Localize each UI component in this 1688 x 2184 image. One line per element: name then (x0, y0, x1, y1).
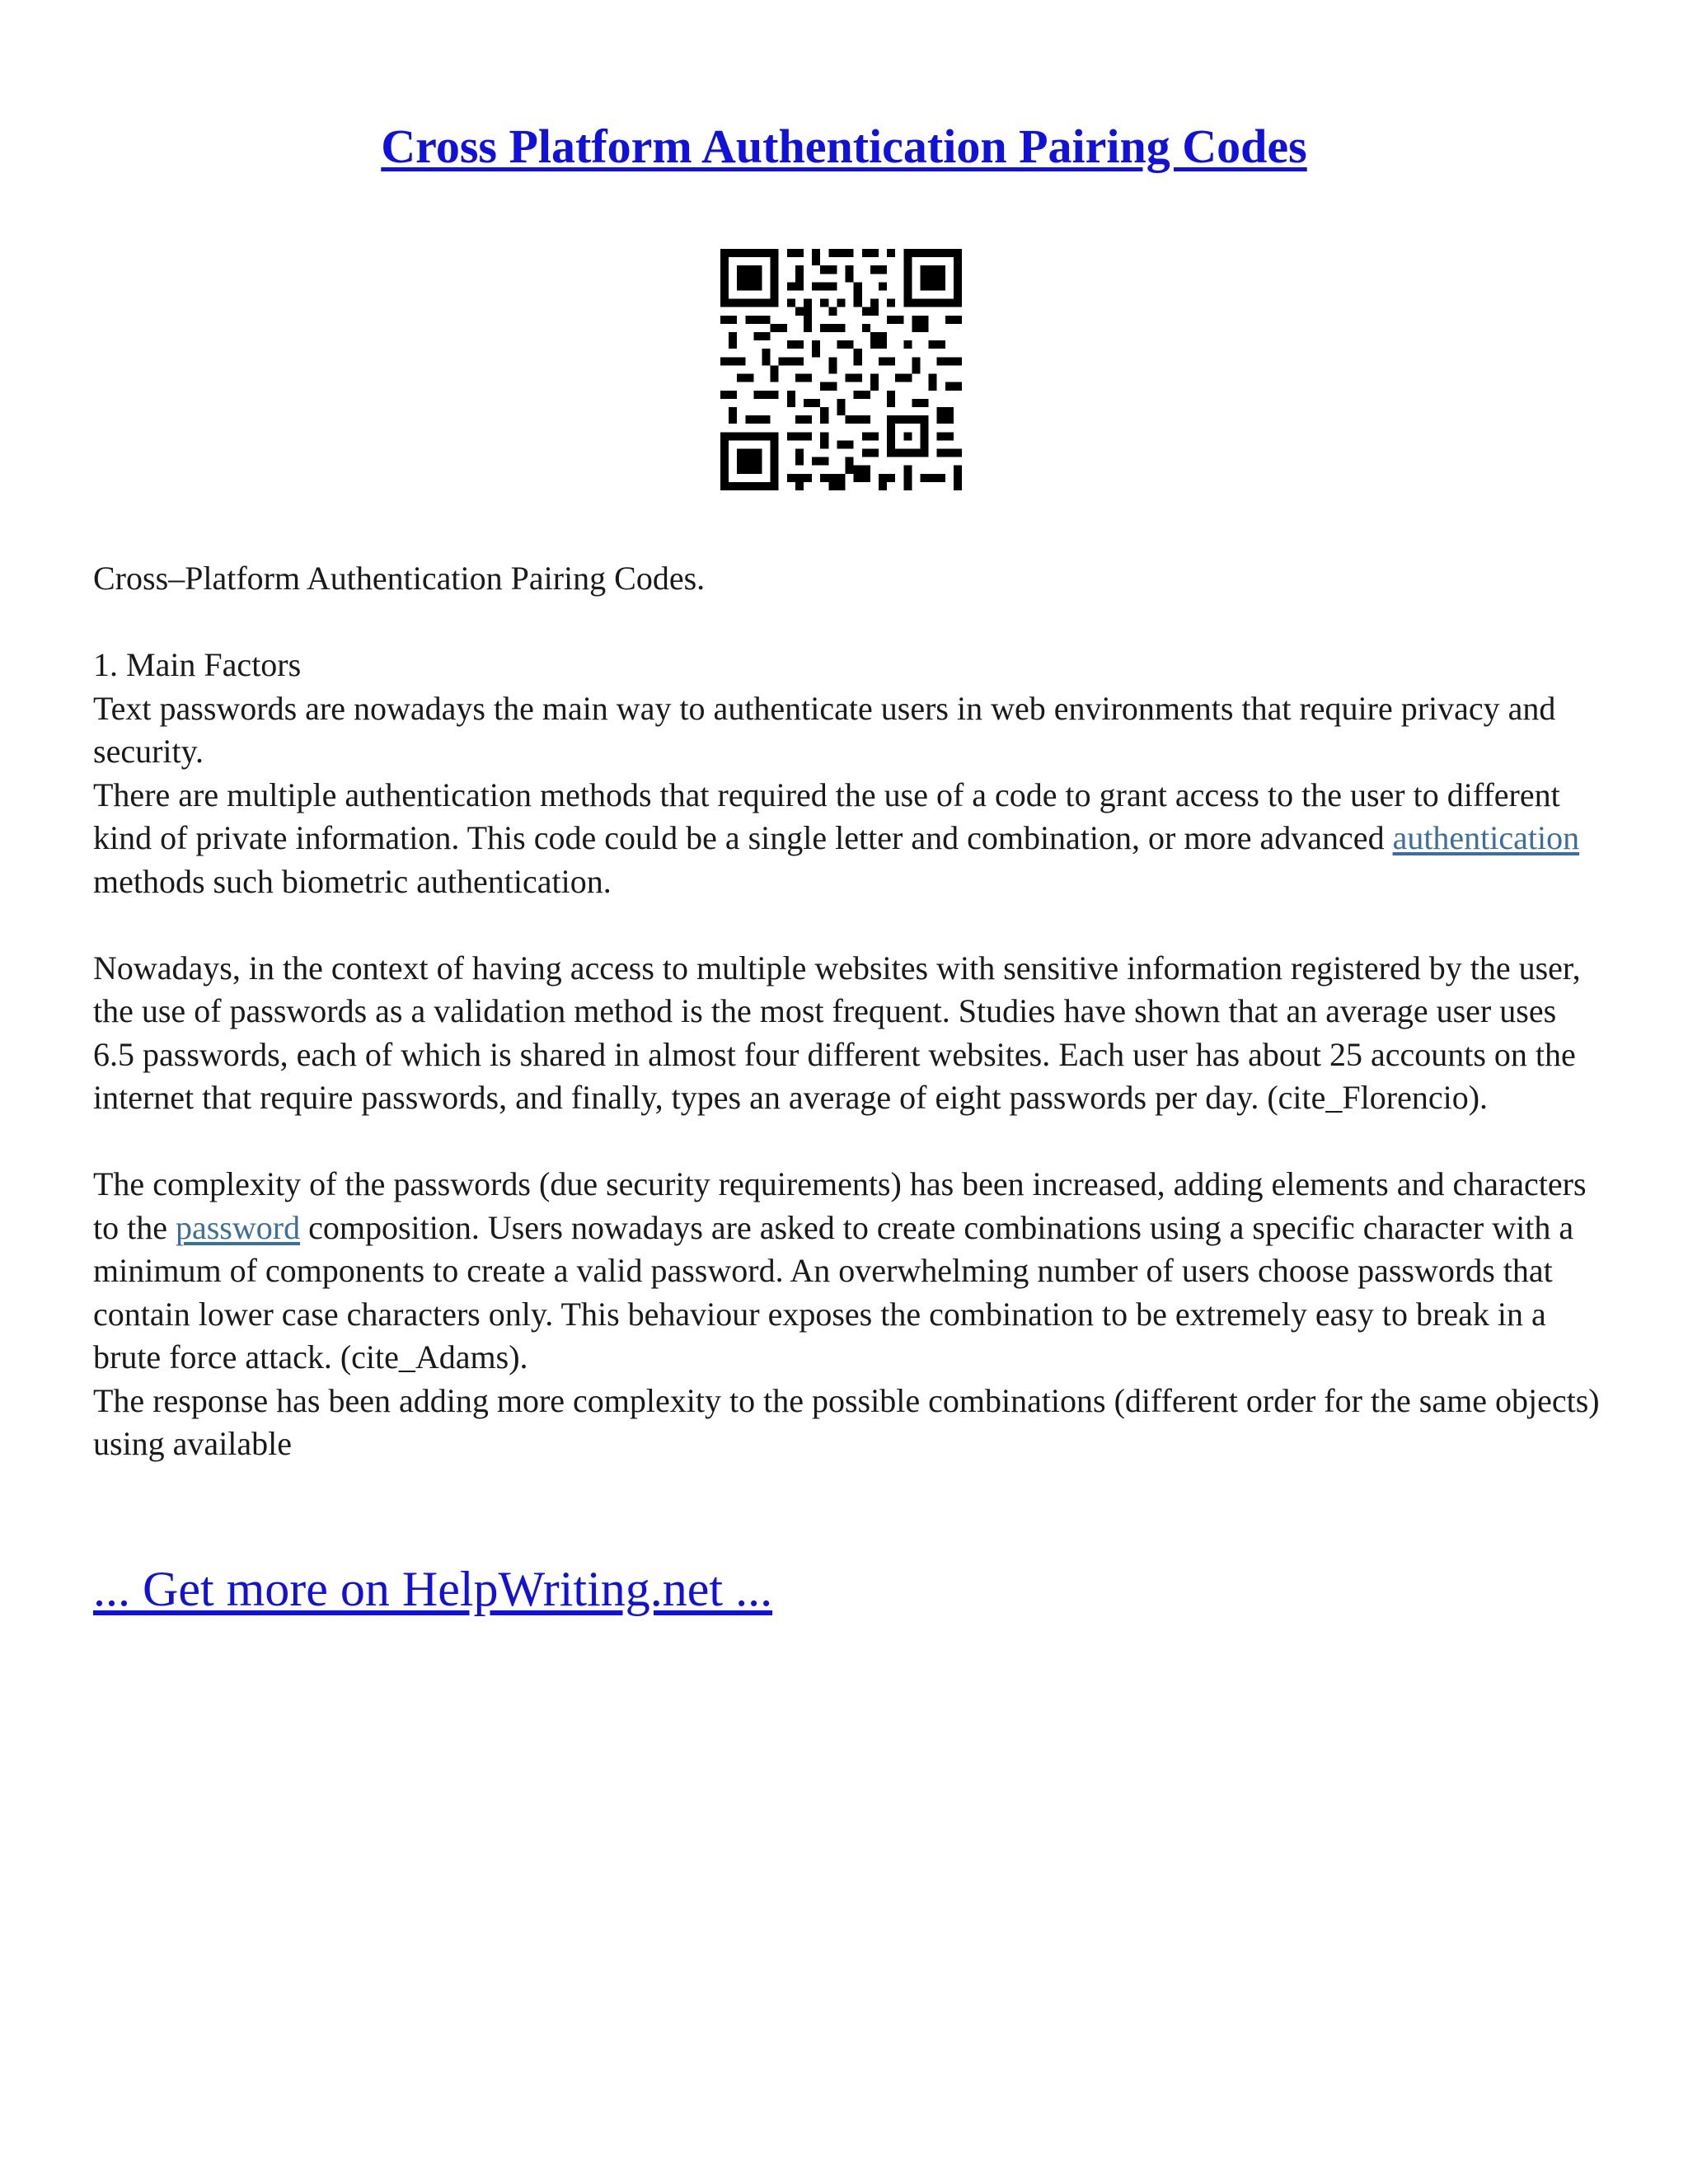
page-title (0, 114, 1688, 180)
paragraph-2-text-b: methods such biometric authentication. (93, 862, 612, 900)
get-more-link[interactable]: ... Get more on HelpWriting.net ... (93, 1562, 773, 1616)
paragraph-4-text-a: The complexity of the passwords (due security requirements) has been increased, adding elements and characters to the (93, 1165, 1587, 1246)
paragraph-4-text-b: composition. Users nowadays are asked to create combinations using a specific character with a minimum of components to create a valid password. An overwhelming number of users choose passwords that contain lower case characters only. This behaviour exposes the combination to be extremely easy to break in a brute force attack. (cite_Adams). (93, 1208, 1574, 1376)
title-link[interactable]: Cross Platform Authentication Pairing Codes (381, 120, 1307, 173)
password-link[interactable]: password (175, 1208, 301, 1246)
qr-code-icon (720, 249, 962, 490)
more-link-container (93, 1556, 772, 1622)
authentication-link[interactable]: authentication (1392, 819, 1580, 856)
paragraph-4 (93, 1163, 1601, 1380)
paragraph-2-text-a: There are multiple authentication methods that required the use of a code to grant access to the user to different kind of private information. This code could be a single letter and combination, or more advanced (93, 776, 1560, 856)
paragraph-1: Text passwords are nowadays the main way to authenticate users in web environments that require privacy and security. (93, 689, 1556, 770)
paragraph-2 (93, 774, 1601, 904)
paragraph-3: Nowadays, in the context of having access to multiple websites with sensitive information registered by the user, the use of passwords as a validation method is the most frequent. Studies have shown that an average user uses 6.5 passwords, each of which is shared in almost four different websites. Each user has about 25 accounts on the internet that require passwords, and finally, types an average of eight passwords per day. (cite_Florencio). (93, 949, 1581, 1116)
paragraph-5: The response has been adding more complexity to the possible combinations (different order for the same objects) using available (93, 1381, 1600, 1462)
body-content (93, 557, 1601, 1466)
intro-line: Cross–Platform Authentication Pairing Codes. (93, 560, 706, 597)
section-heading: 1. Main Factors (93, 646, 302, 683)
